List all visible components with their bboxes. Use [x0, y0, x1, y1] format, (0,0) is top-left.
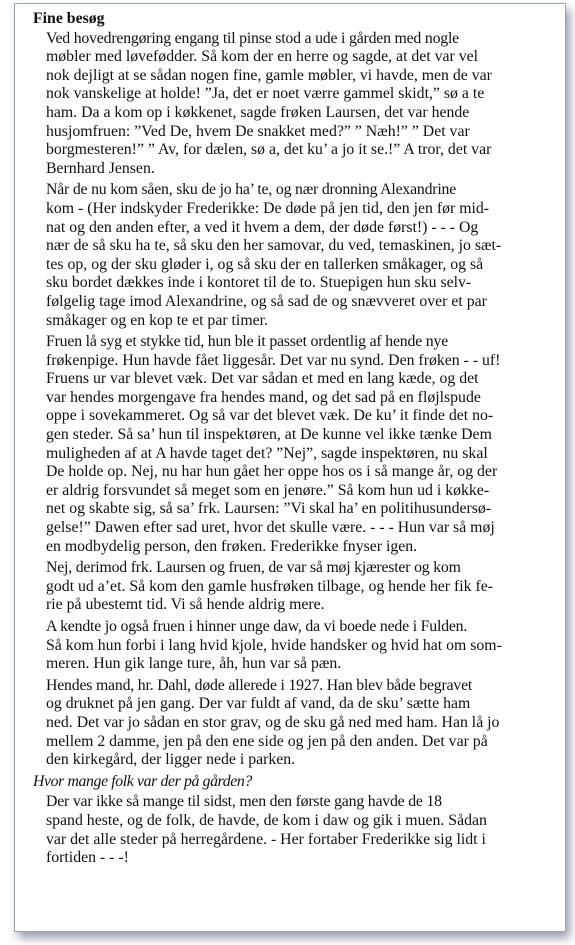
- text-line: nok vanskelige at holde! ”Ja, det er noet værre gammel skidt,” sø a te: [46, 85, 485, 103]
- text-line: Hvor mange folk var der på gården?: [33, 772, 252, 790]
- text-line: meren. Hun gik lange ture, åh, hun var så pæn.: [46, 655, 342, 673]
- text-line: Hendes mand, hr. Dahl, døde allerede i 1927. Han blev både begravet: [46, 676, 473, 694]
- text-line: A kendte jo også fruen i hinner unge daw, da vi boede nede i Fulden.: [46, 618, 468, 635]
- paragraph-1: [33, 30, 553, 179]
- document-page: [14, 3, 566, 932]
- question-heading: [33, 773, 553, 792]
- text-line: Når de nu kom såen, sku de jo ha’ te, og nær dronning Alexandrine: [46, 181, 457, 199]
- text-line: frøkenpige. Hun havde fået liggesår. Det var nu synd. Den frøken - - uf!: [46, 351, 501, 369]
- text-line: sku bordet dækkes inde i kontoret til de to. Stuepigen hun sku selv-: [46, 274, 472, 292]
- text-line: borgmesteren!” ” Av, for dælen, sø a, det ku’ a jo it se.!” A tror, det var: [46, 141, 492, 159]
- text-line: kom - (Her indskyder Frederikke: De døde på jen tid, den jen før mid-: [46, 199, 490, 217]
- text-line: mellem 2 damme, jen på den ene side og jen på den anden. Det var på: [46, 732, 488, 750]
- text-line: gelse!” Dawen efter sad uret, hvor det skulle være. - - - Hun var så møj: [46, 519, 495, 537]
- text-line: Der var ikke så mange til sidst, men den første gang havde de 18: [46, 793, 442, 811]
- text-line: nær de så sku ha te, så sku den her samovar, du ved, temaskinen, jo sæt-: [46, 237, 502, 255]
- paragraph-3: [33, 333, 553, 556]
- text-line: følgelig tage imod Alexandrine, og så sad de og snævveret over et par: [46, 292, 487, 310]
- text-line: ned. Det var jo sådan en stor grav, og de sku gå ned med ham. Han lå jo: [46, 713, 500, 731]
- text-line: fortiden - - -!: [46, 849, 129, 867]
- text-line: Ved hovedrengøring engang til pinse stod a ude i gården med nogle: [46, 29, 459, 47]
- paragraph-2: [33, 181, 553, 330]
- text-line: Bernhard Jensen.: [46, 159, 155, 177]
- text-line: net og skabte sig, så sa’ frk. Laursen: ”Vi skal ha’ en politihusundersø-: [46, 500, 492, 518]
- article: [33, 10, 553, 871]
- text-line: og druknet på jen gang. Der var fuldt af vand, da de sku’ sætte ham: [46, 695, 471, 713]
- paragraph-6: [33, 677, 553, 770]
- paragraph-5: [33, 618, 553, 674]
- text-line: Fruens ur var blevet væk. Det var sådan et med en lang kæde, og det: [46, 370, 479, 388]
- paragraph-7: [33, 793, 553, 867]
- article-title: Fine besøg: [33, 10, 105, 27]
- text-line: husjomfruen: ”Ved De, hvem De snakket med?” ” Næh!” ” Det var: [46, 122, 470, 140]
- text-line: nat og den anden efter, a ved it hvem a dem, der døde først!) - - - Og: [46, 218, 479, 236]
- text-line: en modbydelig person, den frøken. Frederikke fnyser igen.: [46, 537, 418, 555]
- text-line: småkager og en kop te et par timer.: [46, 311, 268, 329]
- text-line: var det alle steder på herregårdene. - Her fortaber Frederikke sig lidt i: [46, 830, 486, 848]
- text-line: rie på ubestemt tid. Vi så hende aldrig mere.: [46, 596, 325, 614]
- text-line: tes op, og der sku gløder i, og så sku der en tallerken småkager, og så: [46, 255, 484, 273]
- text-line: De holde op. Nej, nu har hun gået her oppe hos os i så mange år, og der: [46, 463, 498, 481]
- text-line: spand heste, og de folk, de havde, de kom i daw og gik i muen. Sådan: [46, 811, 487, 829]
- text-line: møbler med løvefødder. Så kom der en herre og sagde, at det var vel: [46, 48, 479, 66]
- text-line: Fruen lå syg et stykke tid, hun ble it passet ordentlig af hende nye: [46, 333, 449, 351]
- text-line: nok dejligt at se sådan nogen fine, gamle møbler, vi havde, men de var: [46, 66, 492, 84]
- text-line: ham. Da a kom op i køkkenet, sagde frøken Laursen, det var hende: [46, 103, 470, 121]
- text-line: den kirkegård, der ligger nede i parken.: [46, 751, 296, 769]
- text-line: er aldrig forsvundet så meget som en jenøre.” Så kom hun ud i køkke-: [46, 481, 490, 499]
- text-line: Nej, derimod frk. Laursen og fruen, de var så møj kjærester og kom: [46, 559, 461, 577]
- text-line: gen steder. Så sa’ hun til inspektøren, at De kunne vel ikke tænke Dem: [46, 426, 492, 444]
- text-line: var hendes morgengave fra hendes mand, og det sad på en fløjlspude: [46, 388, 481, 406]
- text-line: muligheden af at A havde taget det? ”Nej”, sagde inspektøren, nu skal: [46, 444, 488, 462]
- text-line: oppe i sovekammeret. Og så var det blevet væk. De ku’ it finde det no-: [46, 407, 494, 425]
- text-line: Så kom hun forbi i lang hvid kjole, hvide handsker og hvid hat om som-: [46, 636, 502, 654]
- text-line: godt ud a’et. Så kom den gamle husfrøken tilbage, og hende her fik fe-: [46, 577, 494, 595]
- paragraph-4: [33, 559, 553, 615]
